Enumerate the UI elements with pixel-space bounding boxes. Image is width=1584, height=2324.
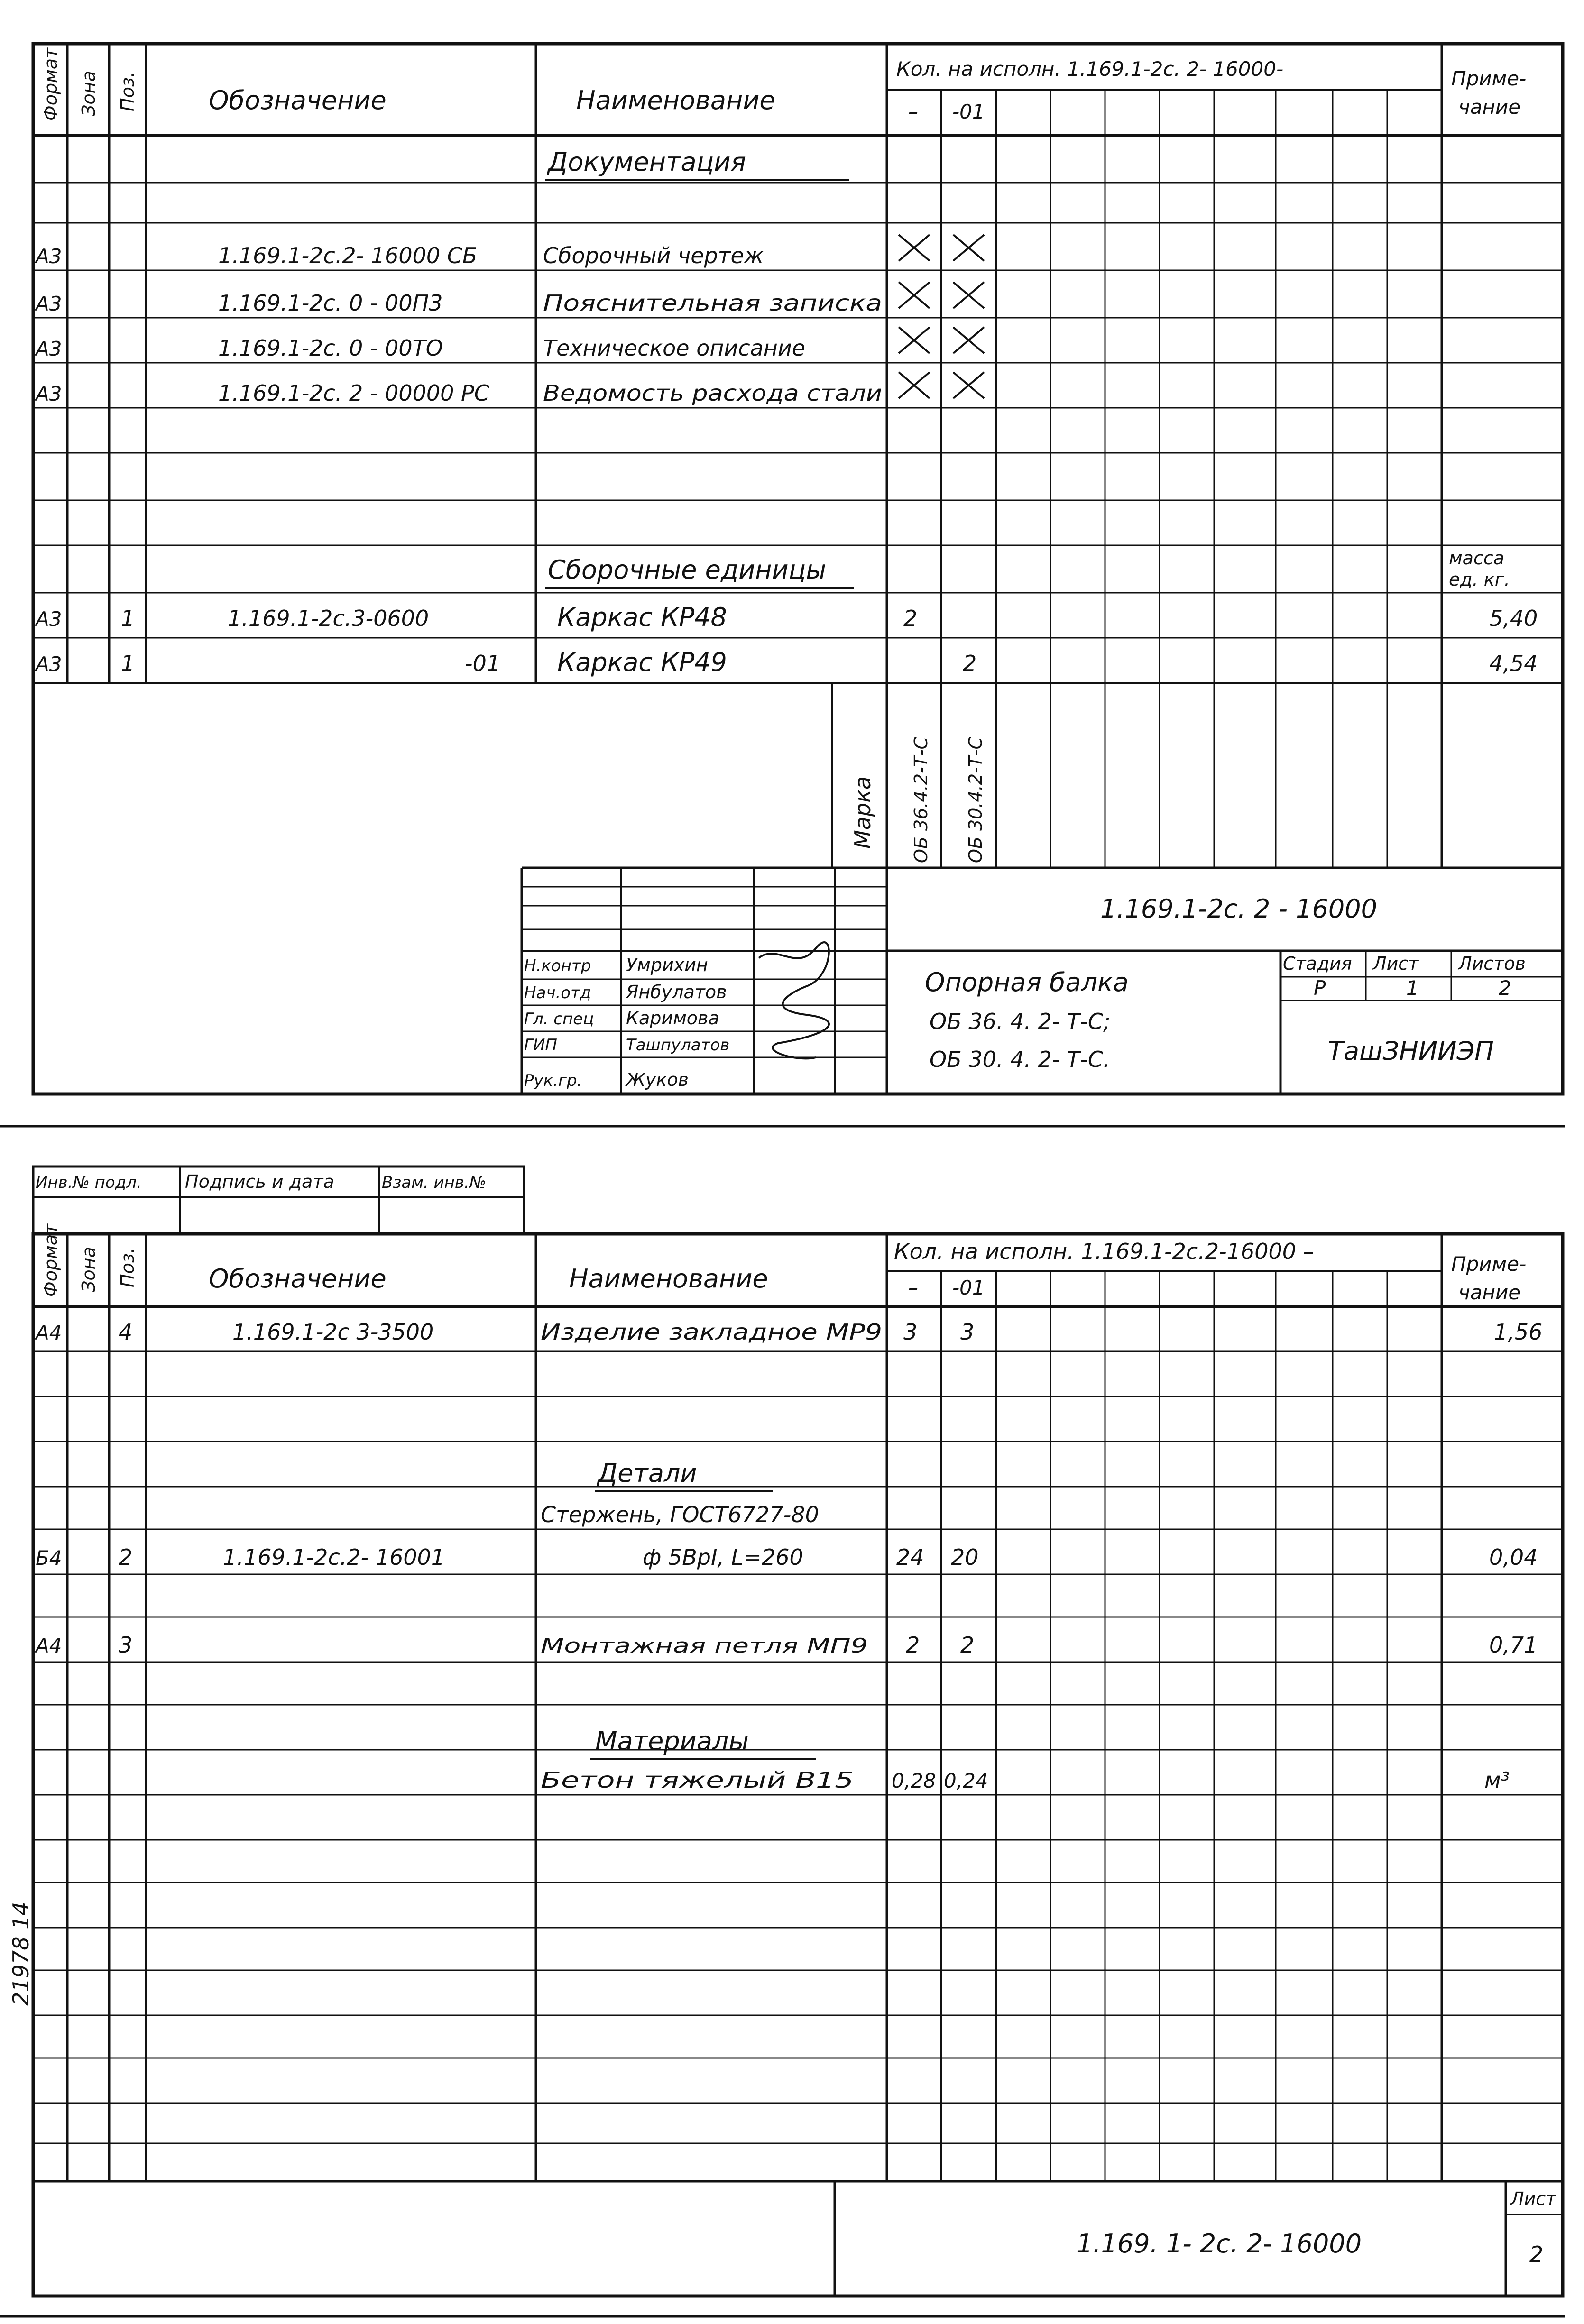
doc-name: Техническое описание: [543, 335, 806, 361]
col-pos: Поз.: [117, 71, 138, 111]
detail-qty-2: 2: [960, 1632, 975, 1658]
footer-sheet-label: Лист: [1510, 2188, 1556, 2209]
col-var-dash: –: [908, 1276, 918, 1299]
unit-name: Каркас КР49: [557, 647, 727, 677]
detail-format: Б4: [36, 1546, 62, 1570]
row-pos: 4: [119, 1319, 133, 1345]
detail-designation: 1.169.1-2с.2- 16001: [223, 1544, 445, 1570]
col-var-01: -01: [952, 1276, 985, 1299]
detail-qty-1: 24: [896, 1544, 924, 1570]
unit-qty-1: 2: [903, 606, 918, 631]
sheet-label: Лист: [1373, 953, 1419, 974]
row-note: 1,56: [1494, 1319, 1543, 1345]
doc-designation: 1.169.1-2с. 0 - 00ТО: [218, 335, 443, 361]
doc-name: Ведомость расхода стали: [543, 380, 882, 406]
col-zone: Зона: [78, 1247, 99, 1292]
col-var-dash: –: [908, 100, 918, 123]
person: Ташпулатов: [626, 1036, 730, 1055]
role: Гл. спец: [524, 1010, 594, 1029]
mass-note-1: масса: [1449, 548, 1505, 569]
doc-designation: 1.169.1-2с.2- 16000 СБ: [218, 243, 478, 268]
col-note-2: чание: [1458, 95, 1521, 119]
organization: ТашЗНИИЭП: [1328, 1036, 1494, 1066]
doc-designation: 1.169.1-2с. 2 - 00000 РС: [218, 380, 489, 406]
col-designation: Обозначение: [209, 85, 387, 115]
material-note: м³: [1484, 1767, 1510, 1793]
unit-pos: 1: [121, 651, 135, 676]
col-note-2: чание: [1458, 1281, 1521, 1304]
stamp-signature-date: Подпись и дата: [185, 1171, 334, 1192]
side-number: 21978 14: [8, 1901, 34, 2006]
col-format: Формат: [40, 1223, 61, 1297]
mass-note-2: ед. кг.: [1449, 569, 1510, 590]
doc-designation: 1.169.1-2с. 0 - 00П3: [218, 290, 443, 316]
section-documentation: Документация: [548, 147, 746, 177]
doc-name: Пояснительная записка: [543, 290, 882, 316]
unit-note: 4,54: [1489, 651, 1538, 676]
person: Умрихин: [626, 955, 708, 975]
detail-pos: 3: [119, 1632, 133, 1658]
col-name: Наименование: [569, 1264, 768, 1294]
doc-format: А3: [36, 382, 62, 405]
unit-qty-2: 2: [963, 651, 977, 676]
signature-scribbles-1: [759, 942, 829, 1058]
col-pos: Поз.: [117, 1247, 138, 1287]
col-note-1: Приме-: [1451, 1252, 1527, 1276]
detail-name: ф 5ВрI, L=260: [643, 1544, 803, 1570]
row-designation: 1.169.1-2с 3-3500: [232, 1319, 434, 1345]
unit-pos: 1: [121, 606, 135, 631]
stamp-replaced: Взам. инв.№: [382, 1173, 487, 1192]
col-zone: Зона: [78, 71, 99, 116]
title-line-3: ОБ 30. 4. 2- Т-С.: [930, 1047, 1110, 1072]
footer-code: 1.169. 1- 2с. 2- 16000: [1077, 2229, 1362, 2259]
material-name: Бетон тяжелый В15: [541, 1767, 854, 1793]
unit-format: А3: [36, 607, 62, 631]
detail-qty-2: 20: [951, 1544, 979, 1570]
marka-value-1: ОБ 36.4.2-Т-С: [911, 736, 931, 863]
title-line-1: Опорная балка: [925, 967, 1129, 997]
detail-note: 0,04: [1489, 1544, 1538, 1570]
col-qty-title: Кол. на исполн. 1.169.1-2с. 2- 16000-: [896, 57, 1284, 81]
col-var-01: -01: [952, 100, 985, 123]
doc-format: А3: [36, 292, 62, 315]
unit-designation: -01: [465, 651, 501, 676]
role: Рук.гр.: [524, 1071, 582, 1090]
col-designation: Обозначение: [209, 1264, 387, 1294]
sheets-label: Листов: [1458, 953, 1526, 974]
doc-format: А3: [36, 245, 62, 268]
material-qty-2: 0,24: [944, 1769, 988, 1792]
stamp-inv-no: Инв.№ подл.: [36, 1173, 142, 1192]
detail-pos: 2: [119, 1544, 133, 1570]
unit-name: Каркас КР48: [557, 602, 727, 632]
detail-name: Монтажная петля МП9: [541, 1634, 868, 1657]
role: Нач.отд: [524, 983, 591, 1002]
row-format: А4: [36, 1321, 62, 1344]
stage-label: Стадия: [1283, 953, 1352, 974]
doc-name: Сборочный чертеж: [543, 243, 764, 268]
role: Н.контр: [524, 956, 591, 975]
doc-format: А3: [36, 337, 62, 360]
section-details: Детали: [598, 1458, 697, 1488]
detail-format: А4: [36, 1634, 62, 1657]
col-format: Формат: [40, 47, 61, 121]
person: Жуков: [626, 1069, 689, 1090]
footer-sheet-value: 2: [1529, 2241, 1544, 2267]
col-qty-title: Кол. на исполн. 1.169.1-2с.2-16000 –: [894, 1239, 1314, 1264]
row-name: Изделие закладное МР9: [541, 1319, 882, 1345]
marka-value-2: ОБ 30.4.2-Т-С: [965, 736, 986, 863]
material-qty-1: 0,28: [892, 1769, 936, 1792]
row-qty-1: 3: [903, 1319, 918, 1345]
col-name: Наименование: [576, 85, 775, 115]
marka-label: Марка: [850, 776, 875, 849]
section-rod: Стержень, ГОСТ6727-80: [541, 1502, 819, 1527]
unit-note: 5,40: [1489, 606, 1538, 631]
detail-note: 0,71: [1489, 1632, 1538, 1658]
unit-format: А3: [36, 652, 62, 676]
detail-qty-1: 2: [906, 1632, 920, 1658]
unit-designation: 1.169.1-2с.3-0600: [228, 606, 429, 631]
col-note-1: Приме-: [1451, 67, 1527, 90]
sheets-value: 2: [1499, 976, 1511, 1000]
row-qty-2: 3: [960, 1319, 975, 1345]
section-materials: Материалы: [595, 1726, 749, 1756]
section-assembly-units: Сборочные единицы: [548, 555, 827, 585]
person: Янбулатов: [626, 982, 727, 1002]
sheet-value: 1: [1406, 976, 1419, 1000]
role: ГИП: [524, 1036, 557, 1055]
doc-code: 1.169.1-2с. 2 - 16000: [1100, 894, 1377, 924]
title-line-2: ОБ 36. 4. 2- Т-С;: [930, 1009, 1111, 1034]
stage-value: Р: [1314, 976, 1326, 1000]
person: Каримова: [626, 1008, 719, 1029]
